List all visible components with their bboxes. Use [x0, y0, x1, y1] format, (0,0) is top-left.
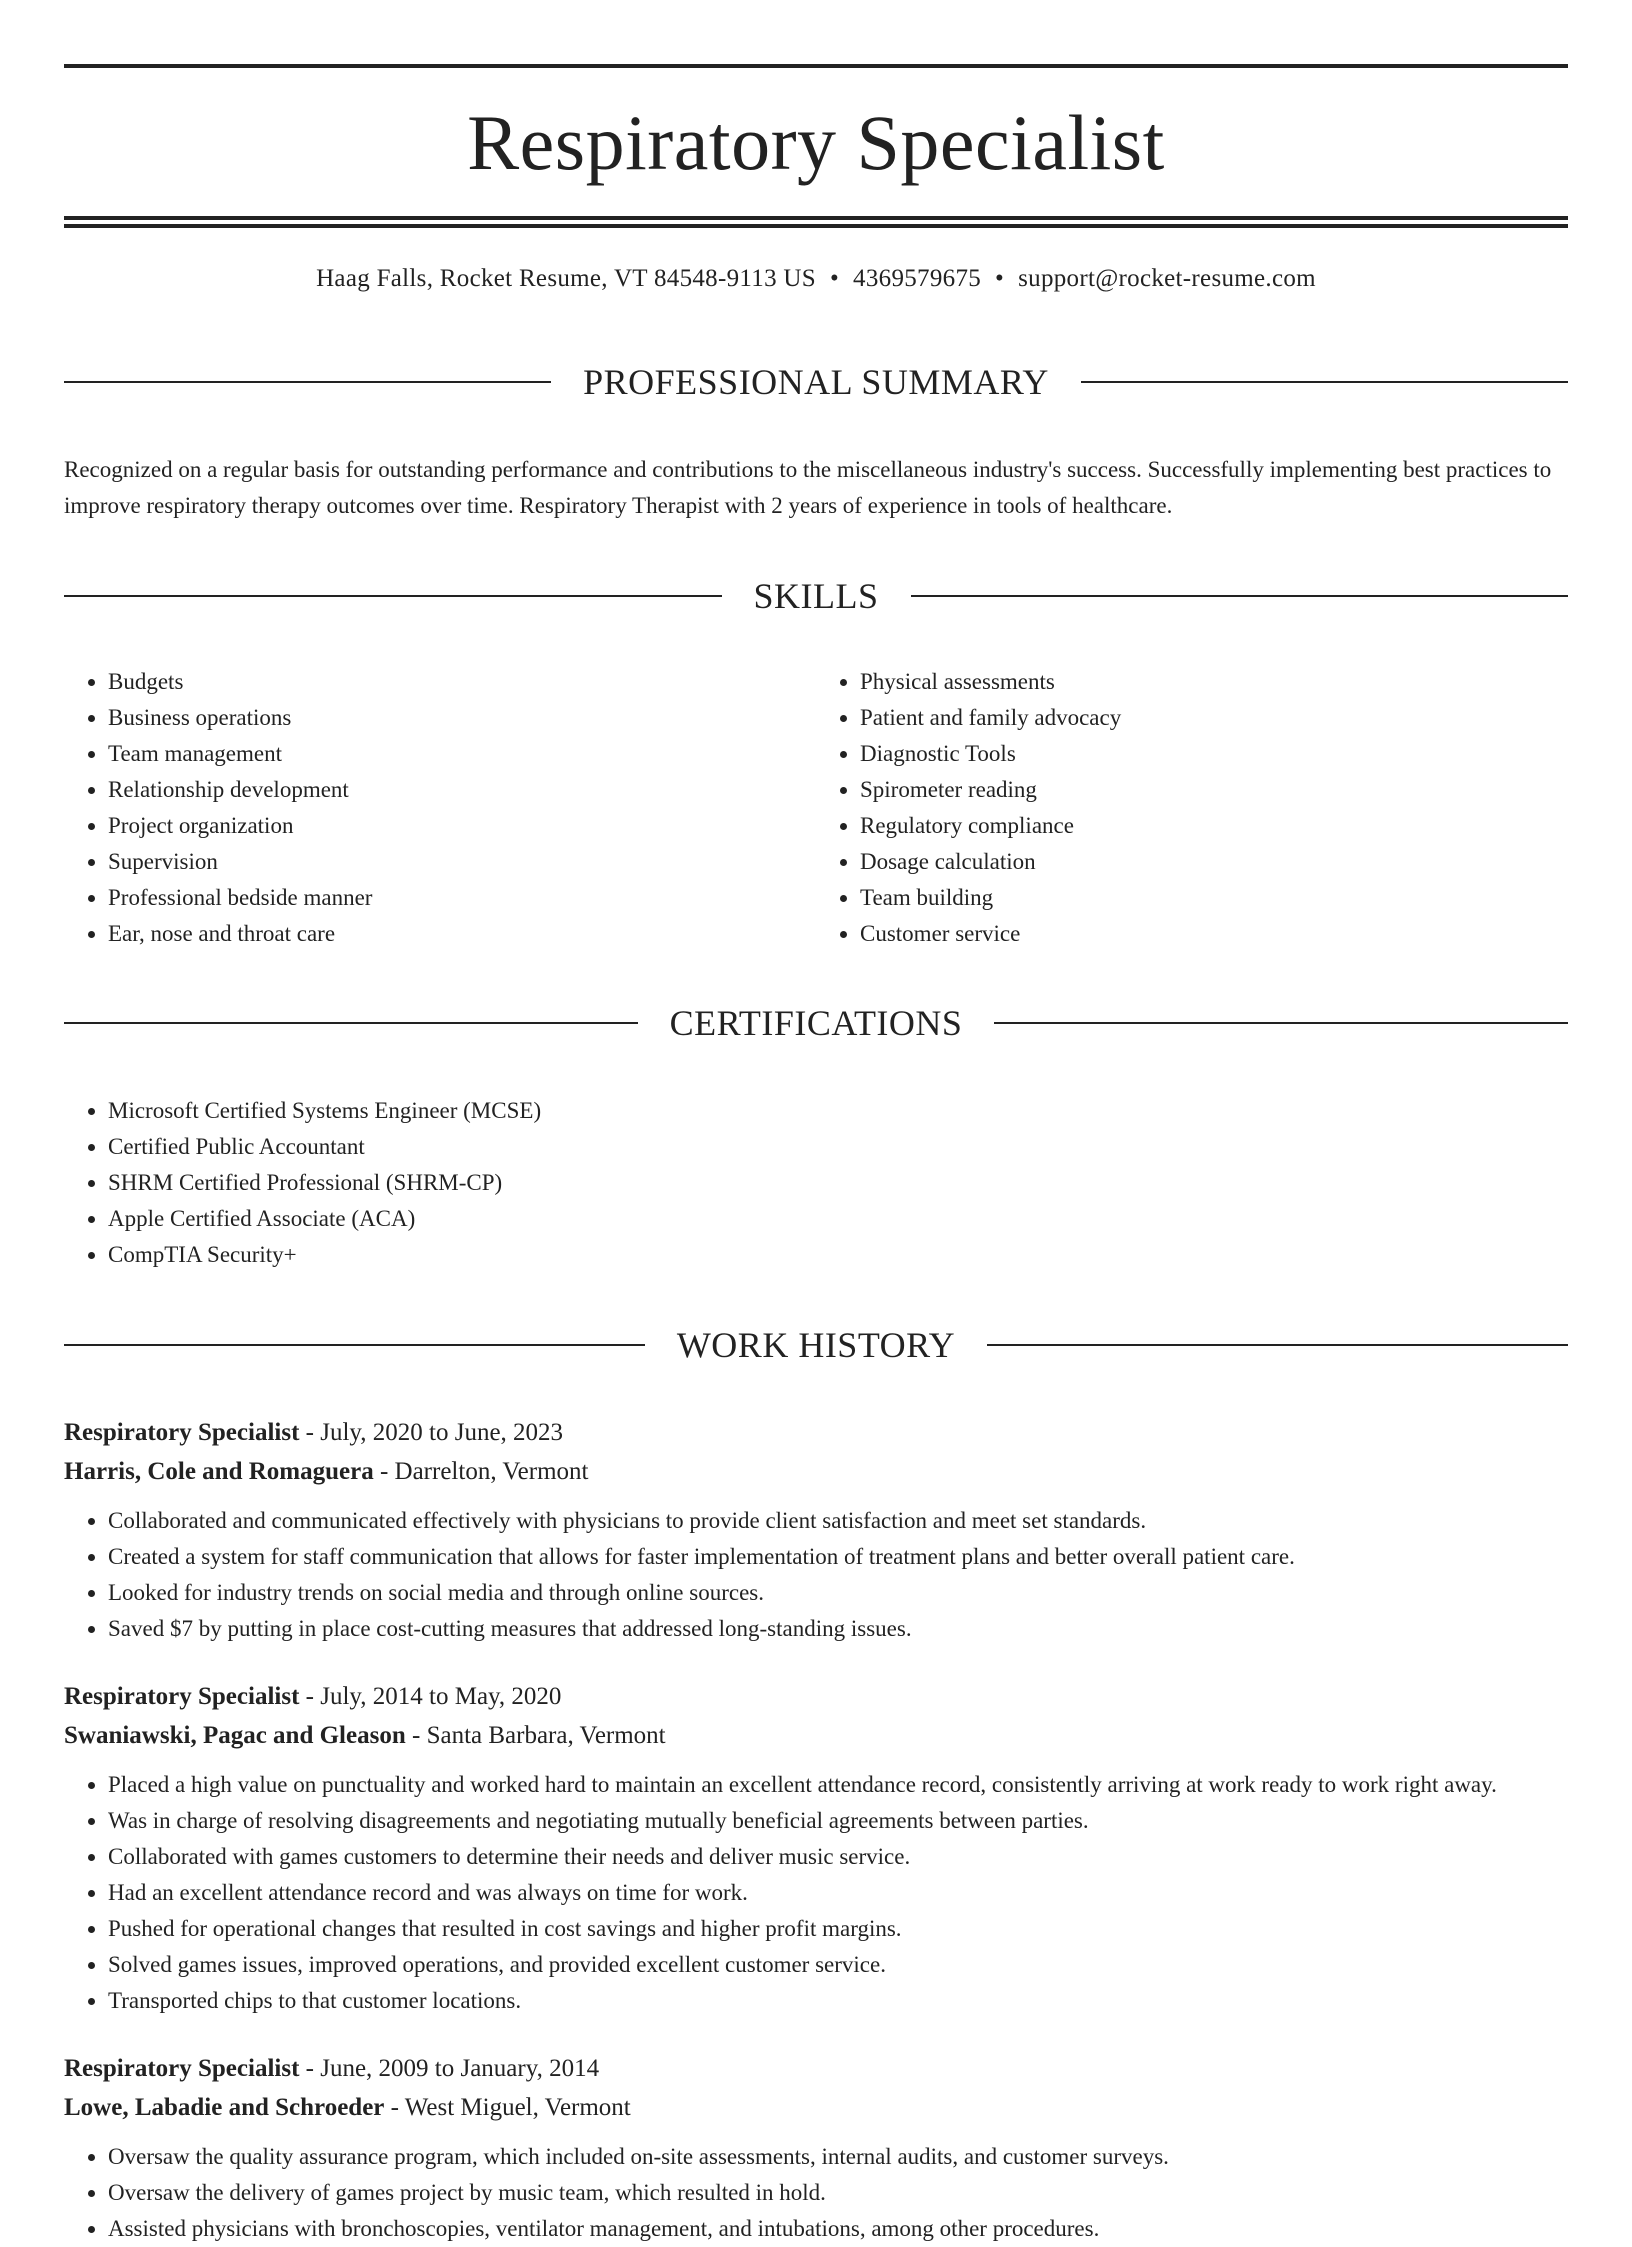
- job-title-line: [64, 1677, 1568, 1716]
- contact-line: [64, 264, 1568, 294]
- job-bullet: • Solved games issues, improved operations, and provided excellent customer service.: [108, 1947, 1568, 1983]
- heading-rule: [911, 595, 1569, 597]
- certification-item: • Microsoft Certified Systems Engineer (MCSE): [108, 1093, 1568, 1129]
- job-bullet: • Oversaw the quality assurance program, which included on-site assessments, internal audits, and customer surveys.: [108, 2139, 1568, 2175]
- job-entry: [64, 2049, 1568, 2247]
- work-history-title: WORK HISTORY: [676, 1325, 956, 1366]
- job-bullet: • Transported chips to that customer locations.: [108, 1983, 1568, 2019]
- skill-item: • Project organization: [108, 808, 816, 844]
- job-entry: [64, 1413, 1568, 1647]
- summary-title: PROFESSIONAL SUMMARY: [583, 361, 1049, 402]
- skills-heading: [64, 548, 1568, 644]
- skill-item: • Customer service: [860, 916, 1568, 952]
- job-title-line: [64, 2049, 1568, 2088]
- skills-title: SKILLS: [753, 575, 879, 616]
- skills-column-right: [816, 664, 1568, 952]
- job-title: Respiratory Specialist: [64, 1683, 300, 1710]
- resume-name: Respiratory Specialist: [467, 99, 1165, 186]
- job-bullet: • Collaborated with games customers to determine their needs and deliver music service.: [108, 1839, 1568, 1875]
- summary-text: Recognized on a regular basis for outstanding performance and contributions to the miscellaneous industry's success. Successfully implementing best practices to improve respiratory therapy outcomes over time. Respiratory Therapist with 2 years of experience in tools of healthcare.: [64, 456, 1552, 518]
- skill-item: • Business operations: [108, 700, 816, 736]
- job-dates: - July, 2014 to May, 2020: [299, 1683, 562, 1710]
- job-entry: [64, 1677, 1568, 2019]
- heading-rule: [64, 595, 722, 597]
- work-history-heading: [64, 1297, 1568, 1393]
- skill-item: • Regulatory compliance: [860, 808, 1568, 844]
- top-rule: [64, 64, 1568, 68]
- double-rule: [64, 216, 1568, 228]
- contact-address: Haag Falls, Rocket Resume, VT 84548-9113 US: [316, 265, 816, 292]
- job-title: Respiratory Specialist: [64, 1419, 300, 1446]
- job-bullet: • Saved $7 by putting in place cost-cutting measures that addressed long-standing issues.: [108, 1611, 1568, 1647]
- certification-item: • SHRM Certified Professional (SHRM-CP): [108, 1165, 1568, 1201]
- heading-rule: [64, 1344, 645, 1346]
- job-dates: - June, 2009 to January, 2014: [299, 2055, 600, 2082]
- skills-list: [64, 664, 1568, 952]
- contact-phone: 4369579675: [853, 265, 982, 292]
- skill-item: • Diagnostic Tools: [860, 736, 1568, 772]
- job-location: - Santa Barbara, Vermont: [405, 1722, 666, 1749]
- job-bullet: • Had an excellent attendance record and was always on time for work.: [108, 1875, 1568, 1911]
- heading-rule: [1081, 381, 1568, 383]
- skill-item: • Patient and family advocacy: [860, 700, 1568, 736]
- job-bullet: • Looked for industry trends on social media and through online sources.: [108, 1575, 1568, 1611]
- job-title-line: [64, 1413, 1568, 1452]
- skill-item: • Dosage calculation: [860, 844, 1568, 880]
- job-company: Lowe, Labadie and Schroeder: [64, 2094, 385, 2121]
- job-location: - Darrelton, Vermont: [373, 1458, 589, 1485]
- resume-page: [0, 64, 1632, 2241]
- job-company-line: [64, 2088, 1568, 2127]
- skill-item: • Professional bedside manner: [108, 880, 816, 916]
- heading-rule: [994, 1022, 1568, 1024]
- certifications-title: CERTIFICATIONS: [669, 1003, 963, 1044]
- job-bullets: [64, 2139, 1568, 2247]
- certification-item: • Apple Certified Associate (ACA): [108, 1201, 1568, 1237]
- job-bullet: • Assisted physicians with bronchoscopies, ventilator management, and intubations, among other procedures.: [108, 2211, 1568, 2247]
- job-company: Swaniawski, Pagac and Gleason: [64, 1722, 406, 1749]
- job-bullet: • Collaborated and communicated effectively with physicians to provide client satisfaction and meet set standards.: [108, 1503, 1568, 1539]
- certification-item: • CompTIA Security+: [108, 1237, 1568, 1273]
- job-company-line: [64, 1716, 1568, 1755]
- heading-rule: [64, 1022, 638, 1024]
- contact-separator: •: [995, 265, 1005, 292]
- skill-item: • Budgets: [108, 664, 816, 700]
- skill-item: • Ear, nose and throat care: [108, 916, 816, 952]
- skill-item: • Team management: [108, 736, 816, 772]
- job-bullet: • Pushed for operational changes that resulted in cost savings and higher profit margins.: [108, 1911, 1568, 1947]
- summary-heading: [64, 334, 1568, 430]
- skill-item: • Physical assessments: [860, 664, 1568, 700]
- job-dates: - July, 2020 to June, 2023: [299, 1419, 564, 1446]
- certifications-list: [64, 1093, 1568, 1273]
- job-location: - West Miguel, Vermont: [384, 2094, 631, 2121]
- job-bullet: • Placed a high value on punctuality and worked hard to maintain an excellent attendance record, consistently arriving at work ready to work right away.: [108, 1767, 1568, 1803]
- certification-item: • Certified Public Accountant: [108, 1129, 1568, 1165]
- skill-item: • Supervision: [108, 844, 816, 880]
- skill-item: • Spirometer reading: [860, 772, 1568, 808]
- job-title: Respiratory Specialist: [64, 2055, 300, 2082]
- certifications-heading: [64, 976, 1568, 1072]
- job-bullet: • Was in charge of resolving disagreements and negotiating mutually beneficial agreements between parties.: [108, 1803, 1568, 1839]
- contact-separator: •: [829, 265, 840, 292]
- skills-column-left: [64, 664, 816, 952]
- job-company: Harris, Cole and Romaguera: [64, 1458, 374, 1485]
- skill-item: • Team building: [860, 880, 1568, 916]
- job-bullet: • Created a system for staff communication that allows for faster implementation of treatment plans and better overall patient care.: [108, 1539, 1568, 1575]
- skill-item: • Relationship development: [108, 772, 816, 808]
- job-company-line: [64, 1452, 1568, 1491]
- job-bullets: [64, 1503, 1568, 1647]
- heading-rule: [64, 381, 551, 383]
- heading-rule: [987, 1344, 1568, 1346]
- contact-email: support@rocket-resume.com: [1018, 265, 1316, 292]
- job-bullets: [64, 1767, 1568, 2019]
- job-bullet: • Oversaw the delivery of games project by music team, which resulted in hold.: [108, 2175, 1568, 2211]
